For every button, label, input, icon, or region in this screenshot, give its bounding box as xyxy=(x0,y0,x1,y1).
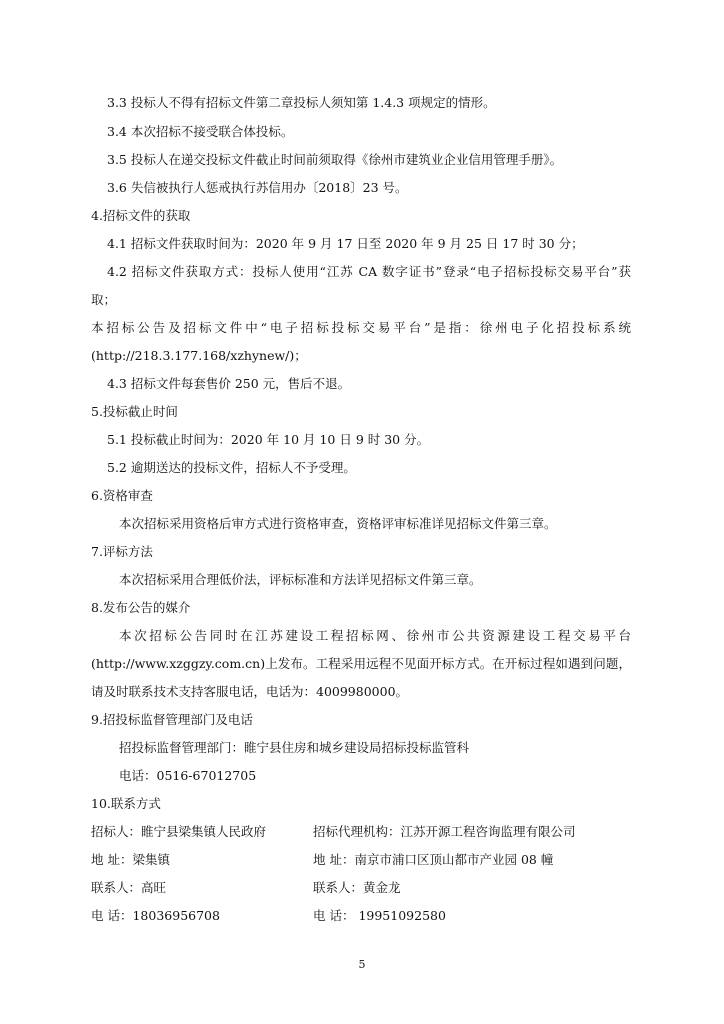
tenderer-address: 地 址：梁集镇 xyxy=(91,852,170,867)
clause-3-5: 3.5 投标人在递交投标文件截止时间前须取得《徐州市建筑业企业信用管理手册》。 xyxy=(107,152,563,167)
clause-4-1: 4.1 招标文件获取时间为：2020 年 9 月 17 日至 2020 年 9 月 25 日 17 时 30 分； xyxy=(107,236,584,251)
platform-url: (http://218.3.177.168/xzhynew/)； xyxy=(91,348,307,363)
section-heading-8: 8.发布公告的媒介 xyxy=(91,600,191,615)
section-heading-10: 10.联系方式 xyxy=(91,796,161,811)
clause-5-1: 5.1 投标截止时间为：2020 年 10 月 10 日 9 时 30 分。 xyxy=(107,432,430,447)
supervision-phone: 电话：0516-67012705 xyxy=(119,768,257,783)
clause-5-2: 5.2 逾期送达的投标文件，招标人不予受理。 xyxy=(107,460,356,475)
tenderer-contact: 联系人：高旺 xyxy=(91,880,167,895)
clause-3-3: 3.3 投标人不得有招标文件第二章投标人须知第 1.4.3 项规定的情形。 xyxy=(107,95,496,110)
clause-7-body: 本次招标采用合理低价法，评标标准和方法详见招标文件第三章。 xyxy=(119,572,482,587)
agency-contact: 联系人：黄金龙 xyxy=(313,880,401,895)
tenderer-phone: 电 话：18036956708 xyxy=(91,908,220,923)
section-heading-5: 5.投标截止时间 xyxy=(91,404,178,419)
section-heading-4: 4.招标文件的获取 xyxy=(91,208,191,223)
clause-4-3: 4.3 招标文件每套售价 250 元，售后不退。 xyxy=(107,376,351,391)
agency-phone: 电 话： 19951092580 xyxy=(313,908,446,923)
tenderer-name: 招标人：睢宁县梁集镇人民政府 xyxy=(91,824,267,839)
clause-8-body-1: 本次招标公告同时在江苏建设工程招标网、徐州市公共资源建设工程交易平台 xyxy=(119,628,631,643)
clause-8-body-3: 请及时联系技术支持客服电话，电话为：4009980000。 xyxy=(91,684,409,699)
agency-address: 地 址：南京市浦口区顶山都市产业园 08 幢 xyxy=(313,852,554,867)
clause-6-body: 本次招标采用资格后审方式进行资格审查，资格评审标准详见招标文件第三章。 xyxy=(119,516,557,531)
supervision-dept: 招投标监督管理部门：睢宁县住房和城乡建设局招标投标监管科 xyxy=(119,740,470,755)
platform-definition: 本招标公告及招标文件中“电子招标投标交易平台”是指：徐州电子化招投标系统 xyxy=(91,320,631,335)
section-heading-9: 9.招投标监督管理部门及电话 xyxy=(91,712,253,727)
clause-3-6: 3.6 失信被执行人惩戒执行苏信用办〔2018〕23 号。 xyxy=(107,180,408,195)
agency-name: 招标代理机构：江苏开源工程咨询监理有限公司 xyxy=(313,824,576,839)
page-number: 5 xyxy=(358,958,366,971)
section-heading-6: 6.资格审查 xyxy=(91,488,153,503)
clause-8-body-2: (http://www.xzggzy.com.cn)上发布。工程采用远程不见面开标方式。在开标过程如遇到问题， xyxy=(91,656,631,671)
clause-4-2-cont: 取； xyxy=(91,292,117,307)
clause-4-2: 4.2 招标文件获取方式：投标人使用“江苏 CA 数字证书”登录“电子招标投标交易平台”获 xyxy=(107,264,631,279)
section-heading-7: 7.评标方法 xyxy=(91,544,153,559)
clause-3-4: 3.4 本次招标不接受联合体投标。 xyxy=(107,124,294,139)
